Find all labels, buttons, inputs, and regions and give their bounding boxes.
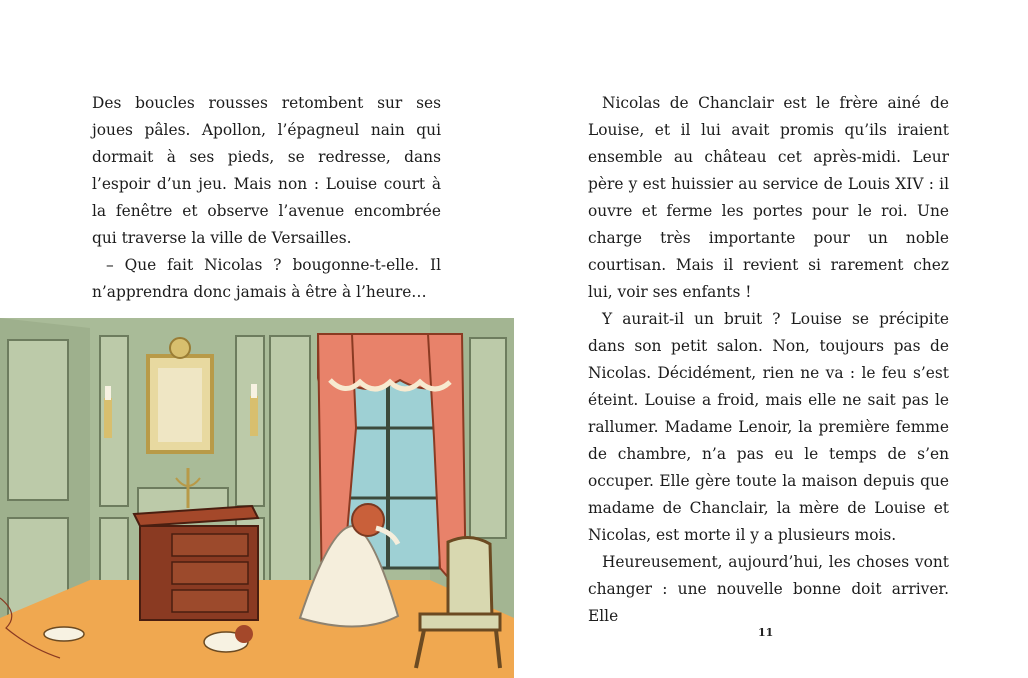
paragraph: Nicolas de Chanclair est le frère ainé de Louise, et il lui avait promis qu’ils iraient ensemble au château cet après-midi. Leur père y est huissier au service de Louis XIV : il ouvre et ferme les portes pour le roi. Une charge très importante pour un noble courtisan. Mais il revient si rarement chez lui, voir ses enfants !	[588, 94, 949, 301]
paragraph: Des boucles rousses retombent sur ses joues pâles. Apollon, l’épagneul nain qui dormait à ses pieds, se redresse, dans l’espoir d’un jeu. Mais non : Louise court à la fenêtre et observe l’avenue encombrée qui traverse la ville de Versailles.	[92, 94, 441, 247]
page-number: 11	[758, 626, 774, 639]
right-page	[514, 0, 1028, 678]
left-page-text	[92, 90, 441, 306]
paragraph: Y aurait-il un bruit ? Louise se précipite dans son petit salon. Non, toujours pas de Nicolas. Décidément, rien ne va : le feu s’est éteint. Louise a froid, mais elle ne sait pas le rallumer. Madame Lenoir, la première femme de chambre, n’a pas eu le temps de s’en occuper. Elle gère toute la maison depuis que madame de Chanclair, la mère de Louise et Nicolas, est morte il y a plusieurs mois.	[588, 310, 949, 544]
right-page-text	[588, 90, 949, 630]
salon-illustration	[0, 318, 514, 678]
paragraph: Heureusement, aujourd’hui, les choses vont changer : une nouvelle bonne doit arriver. Elle	[588, 553, 949, 625]
paragraph: – Que fait Nicolas ? bougonne-t-elle. Il n’apprendra donc jamais à être à l’heure…	[92, 256, 441, 301]
